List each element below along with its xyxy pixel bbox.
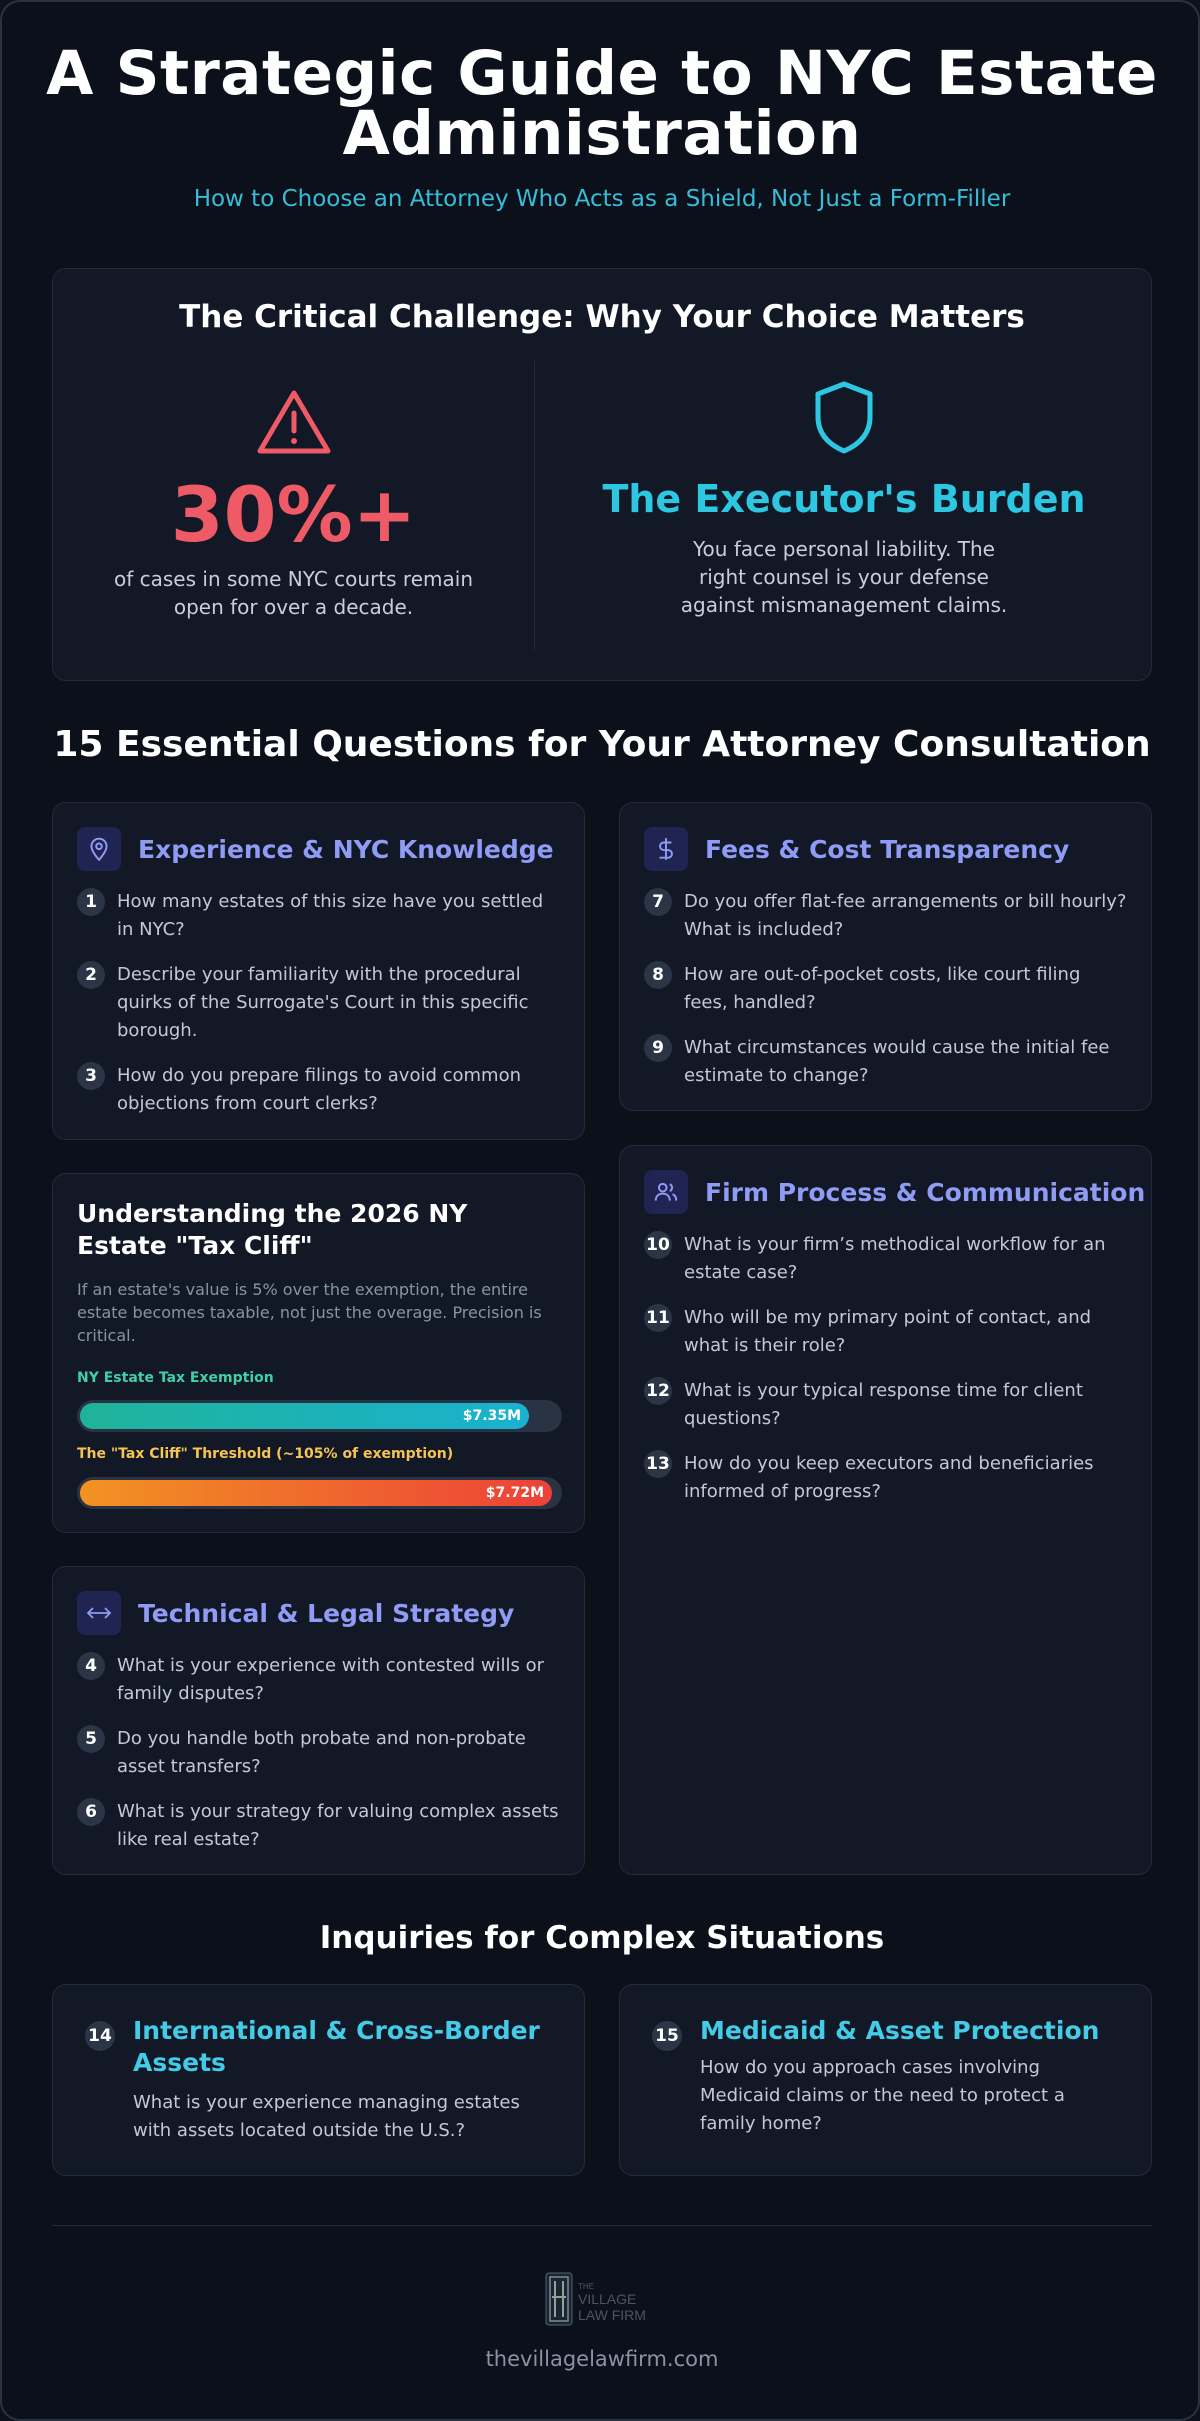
users-icon bbox=[644, 1170, 688, 1214]
page-subtitle: How to Choose an Attorney Who Acts as a Shield, Not Just a Form-Filler bbox=[193, 186, 1011, 212]
footer-divider bbox=[52, 2225, 1152, 2226]
burden-title: The Executor's Burden bbox=[602, 477, 1086, 521]
complex-card-medicaid bbox=[619, 1984, 1152, 2176]
burden-text: You face personal liability. The right counsel is your defense against mismanagement claims. bbox=[680, 537, 1008, 617]
question-item bbox=[77, 1652, 560, 1708]
question-item bbox=[644, 1231, 1127, 1287]
question-item bbox=[644, 1304, 1127, 1360]
question-text: Do you offer flat-fee arrangements or bill hourly? What is included? bbox=[684, 891, 1127, 940]
tax-cliff-note: If an estate's value is 5% over the exemption, the entire estate becomes taxable, not just the overage. Precision is critical. bbox=[77, 1280, 542, 1345]
category-card-firm bbox=[619, 1145, 1152, 1875]
stat-value: 30%+ bbox=[170, 470, 417, 559]
question-text: What is your experience with contested wills or family disputes? bbox=[117, 1655, 545, 1704]
question-text: What is your strategy for valuing complex assets like real estate? bbox=[117, 1801, 559, 1850]
question-number: 14 bbox=[85, 2021, 115, 2051]
complex-title: Medicaid & Asset Protection bbox=[700, 2016, 1100, 2045]
question-text: What circumstances would cause the initial fee estimate to change? bbox=[684, 1037, 1110, 1086]
category-card-technical bbox=[52, 1566, 585, 1875]
exemption-bar-fill bbox=[80, 1403, 529, 1429]
question-number: 15 bbox=[652, 2021, 682, 2051]
question-item bbox=[644, 1450, 1127, 1506]
question-number: 13 bbox=[644, 1450, 672, 1478]
burden-block bbox=[535, 379, 1153, 619]
question-text: Describe your familiarity with the procedural quirks of the Surrogate's Court in this specific borough. bbox=[117, 964, 529, 1041]
question-number: 7 bbox=[644, 888, 672, 916]
question-number: 4 bbox=[77, 1652, 105, 1680]
question-list bbox=[644, 1231, 1127, 1523]
question-number: 2 bbox=[77, 961, 105, 989]
question-item bbox=[77, 1062, 560, 1118]
cliff-bar-value: $7.72M bbox=[485, 1485, 544, 1501]
complex-text: How do you approach cases involving Medicaid claims or the need to protect a family home? bbox=[700, 2057, 1065, 2134]
question-item bbox=[644, 1034, 1127, 1090]
question-list bbox=[644, 888, 1127, 1107]
question-number: 10 bbox=[644, 1231, 672, 1259]
category-title: Technical & Legal Strategy bbox=[138, 1598, 515, 1628]
question-item bbox=[77, 888, 560, 944]
warning-triangle-icon bbox=[254, 387, 334, 459]
svg-text:LAW FIRM: LAW FIRM bbox=[578, 2307, 646, 2323]
questions-section-title: 15 Essential Questions for Your Attorney Consultation bbox=[53, 724, 1151, 765]
complex-section-title: Inquiries for Complex Situations bbox=[319, 1920, 885, 1956]
challenge-title: The Critical Challenge: Why Your Choice Matters bbox=[179, 299, 1025, 335]
category-title: Fees & Cost Transparency bbox=[705, 834, 1070, 864]
question-item bbox=[77, 1725, 560, 1781]
svg-text:THE: THE bbox=[578, 2282, 594, 2291]
exemption-bar-value: $7.35M bbox=[462, 1408, 521, 1424]
question-text: How do you prepare filings to avoid common objections from court clerks? bbox=[117, 1065, 522, 1114]
question-text: Who will be my primary point of contact, and what is their role? bbox=[684, 1307, 1092, 1356]
question-list bbox=[77, 1652, 560, 1871]
question-item bbox=[644, 961, 1127, 1017]
complex-card-international bbox=[52, 1984, 585, 2176]
category-title: Firm Process & Communication bbox=[705, 1177, 1146, 1207]
question-item bbox=[77, 961, 560, 1045]
website-link[interactable]: thevillagelawfirm.com bbox=[485, 2347, 719, 2371]
question-number: 9 bbox=[644, 1034, 672, 1062]
cliff-bar-track bbox=[77, 1477, 562, 1509]
exemption-bar-label: NY Estate Tax Exemption bbox=[77, 1370, 274, 1386]
tax-cliff-title: Understanding the 2026 NY Estate "Tax Cliff" bbox=[77, 1199, 468, 1260]
challenge-card bbox=[52, 268, 1152, 681]
svg-text:VILLAGE: VILLAGE bbox=[578, 2291, 637, 2307]
page-title: A Strategic Guide to NYC Estate Administration bbox=[46, 38, 1158, 169]
question-text: Do you handle both probate and non-probate asset transfers? bbox=[117, 1728, 526, 1777]
exemption-bar-track bbox=[77, 1400, 562, 1432]
question-number: 1 bbox=[77, 888, 105, 916]
question-item bbox=[644, 1377, 1127, 1433]
question-text: How do you keep executors and beneficiaries informed of progress? bbox=[684, 1453, 1094, 1502]
question-number: 6 bbox=[77, 1798, 105, 1826]
category-header bbox=[644, 1170, 1145, 1214]
complex-title: International & Cross-Border Assets bbox=[133, 2016, 540, 2077]
category-header bbox=[77, 827, 554, 871]
stat-block bbox=[53, 387, 534, 621]
category-card-experience bbox=[52, 802, 585, 1140]
question-number: 12 bbox=[644, 1377, 672, 1405]
question-number: 8 bbox=[644, 961, 672, 989]
question-text: How are out-of-pocket costs, like court filing fees, handled? bbox=[684, 964, 1081, 1013]
question-text: What is your firm’s methodical workflow for an estate case? bbox=[684, 1234, 1106, 1283]
question-number: 11 bbox=[644, 1304, 672, 1332]
question-text: How many estates of this size have you settled in NYC? bbox=[117, 891, 544, 940]
category-header bbox=[644, 827, 1069, 871]
dollar-icon bbox=[644, 827, 688, 871]
question-item bbox=[77, 1798, 560, 1854]
map-pin-icon bbox=[77, 827, 121, 871]
question-number: 3 bbox=[77, 1062, 105, 1090]
question-list bbox=[77, 888, 560, 1135]
cliff-bar-label: The "Tax Cliff" Threshold (~105% of exemption) bbox=[77, 1446, 454, 1462]
shield-icon bbox=[812, 379, 876, 455]
header bbox=[2, 38, 1200, 212]
arrows-horizontal-icon bbox=[77, 1591, 121, 1635]
category-header bbox=[77, 1591, 514, 1635]
stat-caption: of cases in some NYC courts remain open for over a decade. bbox=[114, 567, 473, 619]
cliff-bar-fill bbox=[80, 1480, 552, 1506]
category-card-fees bbox=[619, 802, 1152, 1111]
complex-text: What is your experience managing estates with assets located outside the U.S.? bbox=[133, 2092, 520, 2141]
firm-logo bbox=[542, 2267, 662, 2331]
question-item bbox=[644, 888, 1127, 944]
question-text: What is your typical response time for client questions? bbox=[684, 1380, 1083, 1429]
category-title: Experience & NYC Knowledge bbox=[138, 834, 554, 864]
question-number: 5 bbox=[77, 1725, 105, 1753]
tax-cliff-card bbox=[52, 1173, 585, 1533]
